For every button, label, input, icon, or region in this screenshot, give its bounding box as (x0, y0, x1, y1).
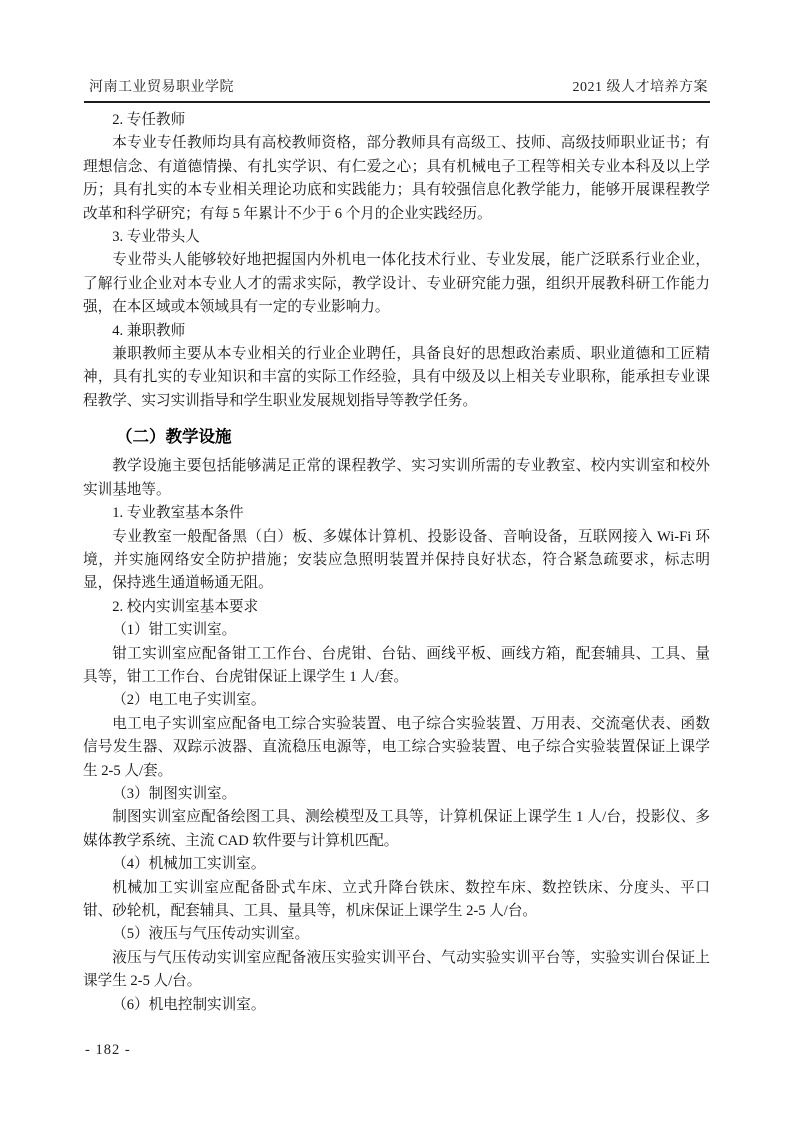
body-paragraph: 兼职教师主要从本专业相关的行业企业聘任，具备良好的思想政治素质、职业道德和工匠精神，具有扎实的专业知识和丰富的实际工作经验，具有中级及以上相关专业职称，能承担专业课程教学、实习实训指导和学生职业发展规划指导等教学任务。 (83, 346, 710, 409)
numbered-item-heading: 3. 专业带头人 (112, 229, 200, 246)
numbered-item-heading: （5）液压与气压传动实训室。 (112, 926, 310, 943)
numbered-item-heading: 1. 专业教室基本条件 (112, 505, 244, 522)
numbered-item-heading: （1）钳工实训室。 (112, 622, 237, 639)
numbered-item-heading: 4. 兼职教师 (112, 322, 186, 339)
header-document-title: 2021 级人才培养方案 (572, 80, 708, 95)
numbered-item-heading: （3）制图实训室。 (112, 785, 237, 802)
body-paragraph: 制图实训室应配备绘图工具、测绘模型及工具等，计算机保证上课学生 1 人/台，投影仪、多媒体教学系统、主流 CAD 软件要与计算机匹配。 (83, 809, 710, 849)
page-number: - 182 - (85, 1042, 131, 1058)
numbered-item-heading: （6）机电控制实训室。 (112, 996, 266, 1013)
body-paragraph: 专业带头人能够较好地把握国内外机电一体化技术行业、专业发展，能广泛联系行业企业，了解行业企业对本专业人才的需求实际，教学设计、专业研究能力强，组织开展教科研工作能力强，在本区域或本领域具有一定的专业影响力。 (83, 252, 710, 316)
numbered-item-heading: （4）机械加工实训室。 (112, 856, 266, 873)
header-school-name: 河南工业贸易职业学院 (89, 80, 234, 95)
body-paragraph: 专业教室一般配备黑（白）板、多媒体计算机、投影设备、音响设备，互联网接入 Wi-Fi 环境，并实施网络安全防护措施；安装应急照明装置并保持良好状态，符合紧急疏要求，标志明显，保持逃生通道畅通无阻。 (83, 528, 710, 592)
page-footer (85, 1042, 131, 1059)
body-paragraph: 教学设施主要包括能够满足正常的课程教学、实习实训所需的专业教室、校内实训室和校外实训基地等。 (83, 458, 710, 498)
section-heading: （二）教学设施 (116, 428, 232, 447)
numbered-item-heading: 2. 专任教师 (112, 112, 186, 128)
document-body (83, 109, 710, 1017)
body-paragraph: 机械加工实训室应配备卧式车床、立式升降台铁床、数控车床、数控铁床、分度头、平口钳、砂轮机，配套辅具、工具、量具等，机床保证上课学生 2-5 人/台。 (83, 879, 710, 919)
numbered-item-heading: 2. 校内实训室基本要求 (112, 598, 259, 615)
body-paragraph: 电工电子实训室应配备电工综合实验装置、电子综合实验装置、万用表、交流毫伏表、函数信号发生器、双踪示波器、直流稳压电源等，电工综合实验装置、电子综合实验装置保证上课学生 2-5 人/套。 (83, 715, 710, 779)
page-header (84, 76, 710, 103)
body-paragraph: 液压与气压传动实训室应配备液压实验实训平台、气动实验实训平台等，实验实训台保证上课学生 2-5 人/台。 (83, 949, 710, 990)
numbered-item-heading: （2）电工电子实训室。 (112, 692, 266, 709)
body-paragraph: 钳工实训室应配备钳工工作台、台虎钳、台钻、画线平板、画线方箱，配套辅具、工具、量具等，钳工工作台、台虎钳保证上课学生 1 人/套。 (83, 645, 710, 685)
body-paragraph: 本专业专任教师均具有高校教师资格，部分教师具有高级工、技师、高级技师职业证书；有理想信念、有道德情操、有扎实学识、有仁爱之心；具有机械电子工程等相关专业本科及以上学历；具有扎实的本专业相关理论功底和实践能力；具有较强信息化教学能力，能够开展课程教学改革和科学研究；有每 5 年累计不少于 6 个月的企业实践经历。 (83, 135, 710, 222)
